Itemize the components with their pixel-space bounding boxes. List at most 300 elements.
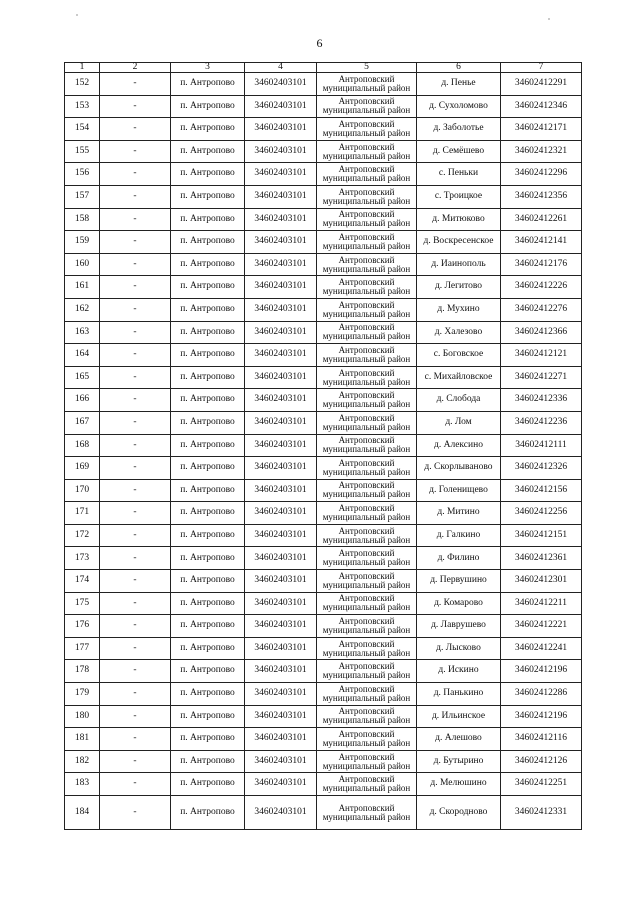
table-row [65, 389, 582, 412]
district-line-2: муниципальный район [322, 512, 411, 523]
table-row [65, 366, 582, 389]
oktmo-code-cell: 34602403101 [245, 796, 317, 830]
district-line-2: муниципальный район [322, 263, 411, 274]
district-line-2: муниципальный район [322, 308, 411, 319]
row-number: 172 [65, 524, 100, 547]
column-2-cell: - [100, 276, 171, 299]
locality-cell: д. Иаинополь [417, 253, 501, 276]
district-cell [317, 389, 417, 412]
settlement-cell: п. Антропово [171, 637, 245, 660]
table-row [65, 95, 582, 118]
oktmo-code-cell: 34602403101 [245, 524, 317, 547]
locality-code-cell: 34602412331 [501, 796, 582, 830]
locality-code-cell: 34602412116 [501, 728, 582, 751]
district-line-1: Антроповский [338, 322, 395, 333]
table-row [65, 321, 582, 344]
oktmo-code-cell: 34602403101 [245, 457, 317, 480]
row-number: 178 [65, 660, 100, 683]
settlement-cell: п. Антропово [171, 389, 245, 412]
column-2-cell: - [100, 705, 171, 728]
district-cell [317, 253, 417, 276]
settlement-cell: п. Антропово [171, 796, 245, 830]
locality-cell: с. Троицкое [417, 185, 501, 208]
locality-code-cell: 34602412111 [501, 434, 582, 457]
row-number: 170 [65, 479, 100, 502]
oktmo-code-cell: 34602403101 [245, 73, 317, 96]
district-line-1: Антроповский [338, 683, 395, 694]
page-number: 6 [316, 36, 323, 50]
district-line-1: Антроповский [338, 774, 395, 785]
table-row [65, 796, 582, 830]
locality-cell: д. Митюково [417, 208, 501, 231]
district-cell [317, 683, 417, 706]
column-2-cell: - [100, 796, 171, 830]
district-cell [317, 524, 417, 547]
table-row [65, 660, 582, 683]
table-row [65, 276, 582, 299]
district-line-1: Антроповский [338, 616, 395, 627]
column-2-cell: - [100, 660, 171, 683]
row-number: 159 [65, 231, 100, 254]
row-number: 162 [65, 298, 100, 321]
locality-cell: с. Михайловское [417, 366, 501, 389]
district-line-1: Антроповский [338, 118, 395, 129]
settlement-cell: п. Антропово [171, 773, 245, 796]
oktmo-code-cell: 34602403101 [245, 728, 317, 751]
oktmo-code-cell: 34602403101 [245, 208, 317, 231]
column-header: 7 [501, 63, 582, 73]
settlement-cell: п. Антропово [171, 524, 245, 547]
oktmo-code-cell: 34602403101 [245, 366, 317, 389]
oktmo-code-cell: 34602403101 [245, 140, 317, 163]
row-number: 166 [65, 389, 100, 412]
settlements-table [64, 62, 582, 830]
settlement-cell: п. Антропово [171, 208, 245, 231]
oktmo-code-cell: 34602403101 [245, 502, 317, 525]
table-row [65, 773, 582, 796]
oktmo-code-cell: 34602403101 [245, 253, 317, 276]
locality-code-cell: 34602412336 [501, 389, 582, 412]
locality-code-cell: 34602412226 [501, 276, 582, 299]
row-number: 182 [65, 750, 100, 773]
district-line-1: Антроповский [338, 164, 395, 175]
locality-cell: д. Галкино [417, 524, 501, 547]
locality-code-cell: 34602412121 [501, 344, 582, 367]
row-number: 179 [65, 683, 100, 706]
settlement-cell: п. Антропово [171, 344, 245, 367]
district-line-2: муниципальный район [322, 692, 411, 703]
locality-code-cell: 34602412171 [501, 118, 582, 141]
oktmo-code-cell: 34602403101 [245, 637, 317, 660]
locality-cell: д. Лом [417, 411, 501, 434]
district-line-1: Антроповский [338, 209, 395, 220]
district-cell [317, 637, 417, 660]
column-2-cell: - [100, 728, 171, 751]
row-number: 168 [65, 434, 100, 457]
district-line-1: Антроповский [338, 231, 395, 242]
district-line-2: муниципальный район [322, 647, 411, 658]
oktmo-code-cell: 34602403101 [245, 185, 317, 208]
row-number: 153 [65, 95, 100, 118]
settlement-cell: п. Антропово [171, 615, 245, 638]
settlement-cell: п. Антропово [171, 140, 245, 163]
settlement-cell: п. Антропово [171, 592, 245, 615]
table-header-row [65, 63, 582, 73]
settlement-cell: п. Антропово [171, 570, 245, 593]
district-line-1: Антроповский [338, 729, 395, 740]
district-cell [317, 547, 417, 570]
settlement-cell: п. Антропово [171, 705, 245, 728]
locality-code-cell: 34602412256 [501, 502, 582, 525]
column-2-cell: - [100, 479, 171, 502]
row-number: 167 [65, 411, 100, 434]
row-number: 176 [65, 615, 100, 638]
settlement-cell: п. Антропово [171, 185, 245, 208]
table-row [65, 434, 582, 457]
locality-cell: д. Сухоломово [417, 95, 501, 118]
oktmo-code-cell: 34602403101 [245, 683, 317, 706]
column-2-cell: - [100, 773, 171, 796]
oktmo-code-cell: 34602403101 [245, 95, 317, 118]
district-line-1: Антроповский [338, 141, 395, 152]
table-row [65, 705, 582, 728]
row-number: 163 [65, 321, 100, 344]
district-line-2: муниципальный район [322, 783, 411, 794]
locality-cell: д. Скородново [417, 796, 501, 830]
column-header: 6 [417, 63, 501, 73]
locality-cell: д. Легитово [417, 276, 501, 299]
row-number: 154 [65, 118, 100, 141]
district-line-1: Антроповский [338, 299, 395, 310]
column-2-cell: - [100, 253, 171, 276]
settlement-cell: п. Антропово [171, 750, 245, 773]
district-line-2: муниципальный район [322, 625, 411, 636]
row-number: 157 [65, 185, 100, 208]
district-line-1: Антроповский [338, 73, 395, 84]
locality-cell: д. Алексино [417, 434, 501, 457]
settlement-cell: п. Антропово [171, 683, 245, 706]
district-line-1: Антроповский [338, 344, 395, 355]
column-2-cell: - [100, 615, 171, 638]
table-row [65, 253, 582, 276]
oktmo-code-cell: 34602403101 [245, 321, 317, 344]
district-line-1: Антроповский [338, 435, 395, 446]
settlement-cell: п. Антропово [171, 118, 245, 141]
settlement-cell: п. Антропово [171, 73, 245, 96]
row-number: 160 [65, 253, 100, 276]
column-2-cell: - [100, 502, 171, 525]
table-row [65, 547, 582, 570]
district-line-1: Антроповский [338, 390, 395, 401]
locality-code-cell: 34602412321 [501, 140, 582, 163]
column-2-cell: - [100, 457, 171, 480]
column-header: 5 [317, 63, 417, 73]
oktmo-code-cell: 34602403101 [245, 705, 317, 728]
table-row [65, 728, 582, 751]
locality-cell: д. Заболотье [417, 118, 501, 141]
district-line-2: муниципальный район [322, 579, 411, 590]
district-line-1: Антроповский [338, 751, 395, 762]
locality-code-cell: 34602412196 [501, 660, 582, 683]
locality-code-cell: 34602412156 [501, 479, 582, 502]
column-2-cell: - [100, 547, 171, 570]
column-2-cell: - [100, 524, 171, 547]
oktmo-code-cell: 34602403101 [245, 660, 317, 683]
oktmo-code-cell: 34602403101 [245, 231, 317, 254]
locality-code-cell: 34602412366 [501, 321, 582, 344]
table-row [65, 298, 582, 321]
district-line-2: муниципальный район [322, 399, 411, 410]
table-row [65, 118, 582, 141]
row-number: 184 [65, 796, 100, 830]
locality-cell: д. Скорлываново [417, 457, 501, 480]
locality-code-cell: 34602412261 [501, 208, 582, 231]
oktmo-code-cell: 34602403101 [245, 592, 317, 615]
locality-code-cell: 34602412361 [501, 547, 582, 570]
district-line-2: муниципальный район [322, 534, 411, 545]
locality-code-cell: 34602412126 [501, 750, 582, 773]
locality-cell: д. Пенье [417, 73, 501, 96]
locality-code-cell: 34602412271 [501, 366, 582, 389]
row-number: 183 [65, 773, 100, 796]
district-line-2: муниципальный район [322, 82, 411, 93]
row-number: 165 [65, 366, 100, 389]
table-row [65, 208, 582, 231]
oktmo-code-cell: 34602403101 [245, 750, 317, 773]
district-line-2: муниципальный район [322, 286, 411, 297]
oktmo-code-cell: 34602403101 [245, 570, 317, 593]
district-cell [317, 344, 417, 367]
district-line-1: Антроповский [338, 457, 395, 468]
district-cell [317, 796, 417, 830]
table-row [65, 502, 582, 525]
column-2-cell: - [100, 163, 171, 186]
district-line-1: Антроповский [338, 480, 395, 491]
district-line-2: муниципальный район [322, 811, 411, 822]
locality-code-cell: 34602412176 [501, 253, 582, 276]
district-cell [317, 570, 417, 593]
district-cell [317, 615, 417, 638]
locality-cell: д. Воскресенское [417, 231, 501, 254]
table-row [65, 524, 582, 547]
locality-code-cell: 34602412211 [501, 592, 582, 615]
district-cell [317, 298, 417, 321]
district-cell [317, 479, 417, 502]
district-line-1: Антроповский [338, 802, 395, 813]
column-2-cell: - [100, 73, 171, 96]
locality-code-cell: 34602412291 [501, 73, 582, 96]
oktmo-code-cell: 34602403101 [245, 773, 317, 796]
district-cell [317, 434, 417, 457]
locality-cell: д. Филино [417, 547, 501, 570]
table-row [65, 231, 582, 254]
row-number: 161 [65, 276, 100, 299]
district-line-1: Антроповский [338, 254, 395, 265]
district-line-2: муниципальный район [322, 150, 411, 161]
district-line-2: муниципальный район [322, 602, 411, 613]
locality-cell: д. Панькино [417, 683, 501, 706]
locality-cell: д. Мухино [417, 298, 501, 321]
locality-cell: д. Комарово [417, 592, 501, 615]
locality-cell: с. Пеньки [417, 163, 501, 186]
table-row [65, 457, 582, 480]
district-cell [317, 592, 417, 615]
scan-speck [76, 14, 78, 16]
column-2-cell: - [100, 298, 171, 321]
district-cell [317, 773, 417, 796]
district-line-2: муниципальный район [322, 240, 411, 251]
locality-cell: д. Искино [417, 660, 501, 683]
district-cell [317, 321, 417, 344]
locality-cell: д. Лысково [417, 637, 501, 660]
settlement-cell: п. Антропово [171, 502, 245, 525]
row-number: 169 [65, 457, 100, 480]
district-cell [317, 231, 417, 254]
table-row [65, 163, 582, 186]
district-cell [317, 118, 417, 141]
locality-code-cell: 34602412356 [501, 185, 582, 208]
district-cell [317, 163, 417, 186]
locality-cell: д. Ильинское [417, 705, 501, 728]
row-number: 164 [65, 344, 100, 367]
table-row [65, 592, 582, 615]
column-2-cell: - [100, 140, 171, 163]
table-row [65, 411, 582, 434]
locality-cell: д. Первушино [417, 570, 501, 593]
column-2-cell: - [100, 750, 171, 773]
oktmo-code-cell: 34602403101 [245, 547, 317, 570]
locality-code-cell: 34602412196 [501, 705, 582, 728]
column-2-cell: - [100, 95, 171, 118]
column-2-cell: - [100, 592, 171, 615]
row-number: 171 [65, 502, 100, 525]
district-line-2: муниципальный район [322, 421, 411, 432]
district-cell [317, 95, 417, 118]
district-line-1: Антроповский [338, 570, 395, 581]
oktmo-code-cell: 34602403101 [245, 344, 317, 367]
locality-code-cell: 34602412151 [501, 524, 582, 547]
district-cell [317, 411, 417, 434]
district-line-1: Антроповский [338, 661, 395, 672]
locality-cell: д. Митино [417, 502, 501, 525]
locality-cell: д. Слобода [417, 389, 501, 412]
column-header: 3 [171, 63, 245, 73]
column-header: 1 [65, 63, 100, 73]
table-row [65, 637, 582, 660]
district-line-2: муниципальный район [322, 331, 411, 342]
district-cell [317, 276, 417, 299]
settlement-cell: п. Антропово [171, 298, 245, 321]
column-2-cell: - [100, 389, 171, 412]
oktmo-code-cell: 34602403101 [245, 276, 317, 299]
district-line-1: Антроповский [338, 706, 395, 717]
settlement-cell: п. Антропово [171, 411, 245, 434]
settlement-cell: п. Антропово [171, 253, 245, 276]
settlement-cell: п. Антропово [171, 457, 245, 480]
locality-code-cell: 34602412236 [501, 411, 582, 434]
oktmo-code-cell: 34602403101 [245, 479, 317, 502]
district-cell [317, 660, 417, 683]
locality-code-cell: 34602412326 [501, 457, 582, 480]
oktmo-code-cell: 34602403101 [245, 434, 317, 457]
district-line-1: Антроповский [338, 593, 395, 604]
table-row [65, 750, 582, 773]
district-line-2: муниципальный район [322, 738, 411, 749]
column-2-cell: - [100, 344, 171, 367]
column-2-cell: - [100, 321, 171, 344]
district-line-2: муниципальный район [322, 127, 411, 138]
district-line-2: муниципальный район [322, 760, 411, 771]
locality-cell: д. Бутырино [417, 750, 501, 773]
locality-cell: д. Семёшево [417, 140, 501, 163]
row-number: 173 [65, 547, 100, 570]
locality-code-cell: 34602412296 [501, 163, 582, 186]
column-2-cell: - [100, 434, 171, 457]
settlement-cell: п. Антропово [171, 276, 245, 299]
district-cell [317, 208, 417, 231]
column-header: 4 [245, 63, 317, 73]
row-number: 156 [65, 163, 100, 186]
column-2-cell: - [100, 570, 171, 593]
column-2-cell: - [100, 118, 171, 141]
table-row [65, 185, 582, 208]
column-2-cell: - [100, 637, 171, 660]
row-number: 180 [65, 705, 100, 728]
district-line-1: Антроповский [338, 277, 395, 288]
district-cell [317, 750, 417, 773]
column-2-cell: - [100, 185, 171, 208]
district-line-2: муниципальный район [322, 557, 411, 568]
row-number: 175 [65, 592, 100, 615]
column-2-cell: - [100, 411, 171, 434]
locality-cell: д. Алешово [417, 728, 501, 751]
district-cell [317, 73, 417, 96]
district-line-1: Антроповский [338, 367, 395, 378]
row-number: 158 [65, 208, 100, 231]
locality-code-cell: 34602412221 [501, 615, 582, 638]
table-body [65, 73, 582, 830]
district-line-1: Антроповский [338, 548, 395, 559]
locality-code-cell: 34602412286 [501, 683, 582, 706]
district-line-2: муниципальный район [322, 466, 411, 477]
locality-code-cell: 34602412241 [501, 637, 582, 660]
locality-cell: д. Голенищево [417, 479, 501, 502]
settlement-cell: п. Антропово [171, 366, 245, 389]
district-line-1: Антроповский [338, 186, 395, 197]
district-cell [317, 457, 417, 480]
district-cell [317, 185, 417, 208]
table-row [65, 140, 582, 163]
column-2-cell: - [100, 231, 171, 254]
district-line-2: муниципальный район [322, 670, 411, 681]
column-2-cell: - [100, 683, 171, 706]
row-number: 174 [65, 570, 100, 593]
row-number: 155 [65, 140, 100, 163]
oktmo-code-cell: 34602403101 [245, 118, 317, 141]
oktmo-code-cell: 34602403101 [245, 163, 317, 186]
district-line-1: Антроповский [338, 503, 395, 514]
settlement-cell: п. Антропово [171, 231, 245, 254]
settlement-cell: п. Антропово [171, 95, 245, 118]
column-2-cell: - [100, 208, 171, 231]
settlement-cell: п. Антропово [171, 547, 245, 570]
settlement-cell: п. Антропово [171, 163, 245, 186]
locality-cell: с. Боговское [417, 344, 501, 367]
district-cell [317, 366, 417, 389]
locality-cell: д. Халезово [417, 321, 501, 344]
district-line-2: муниципальный район [322, 195, 411, 206]
district-cell [317, 140, 417, 163]
